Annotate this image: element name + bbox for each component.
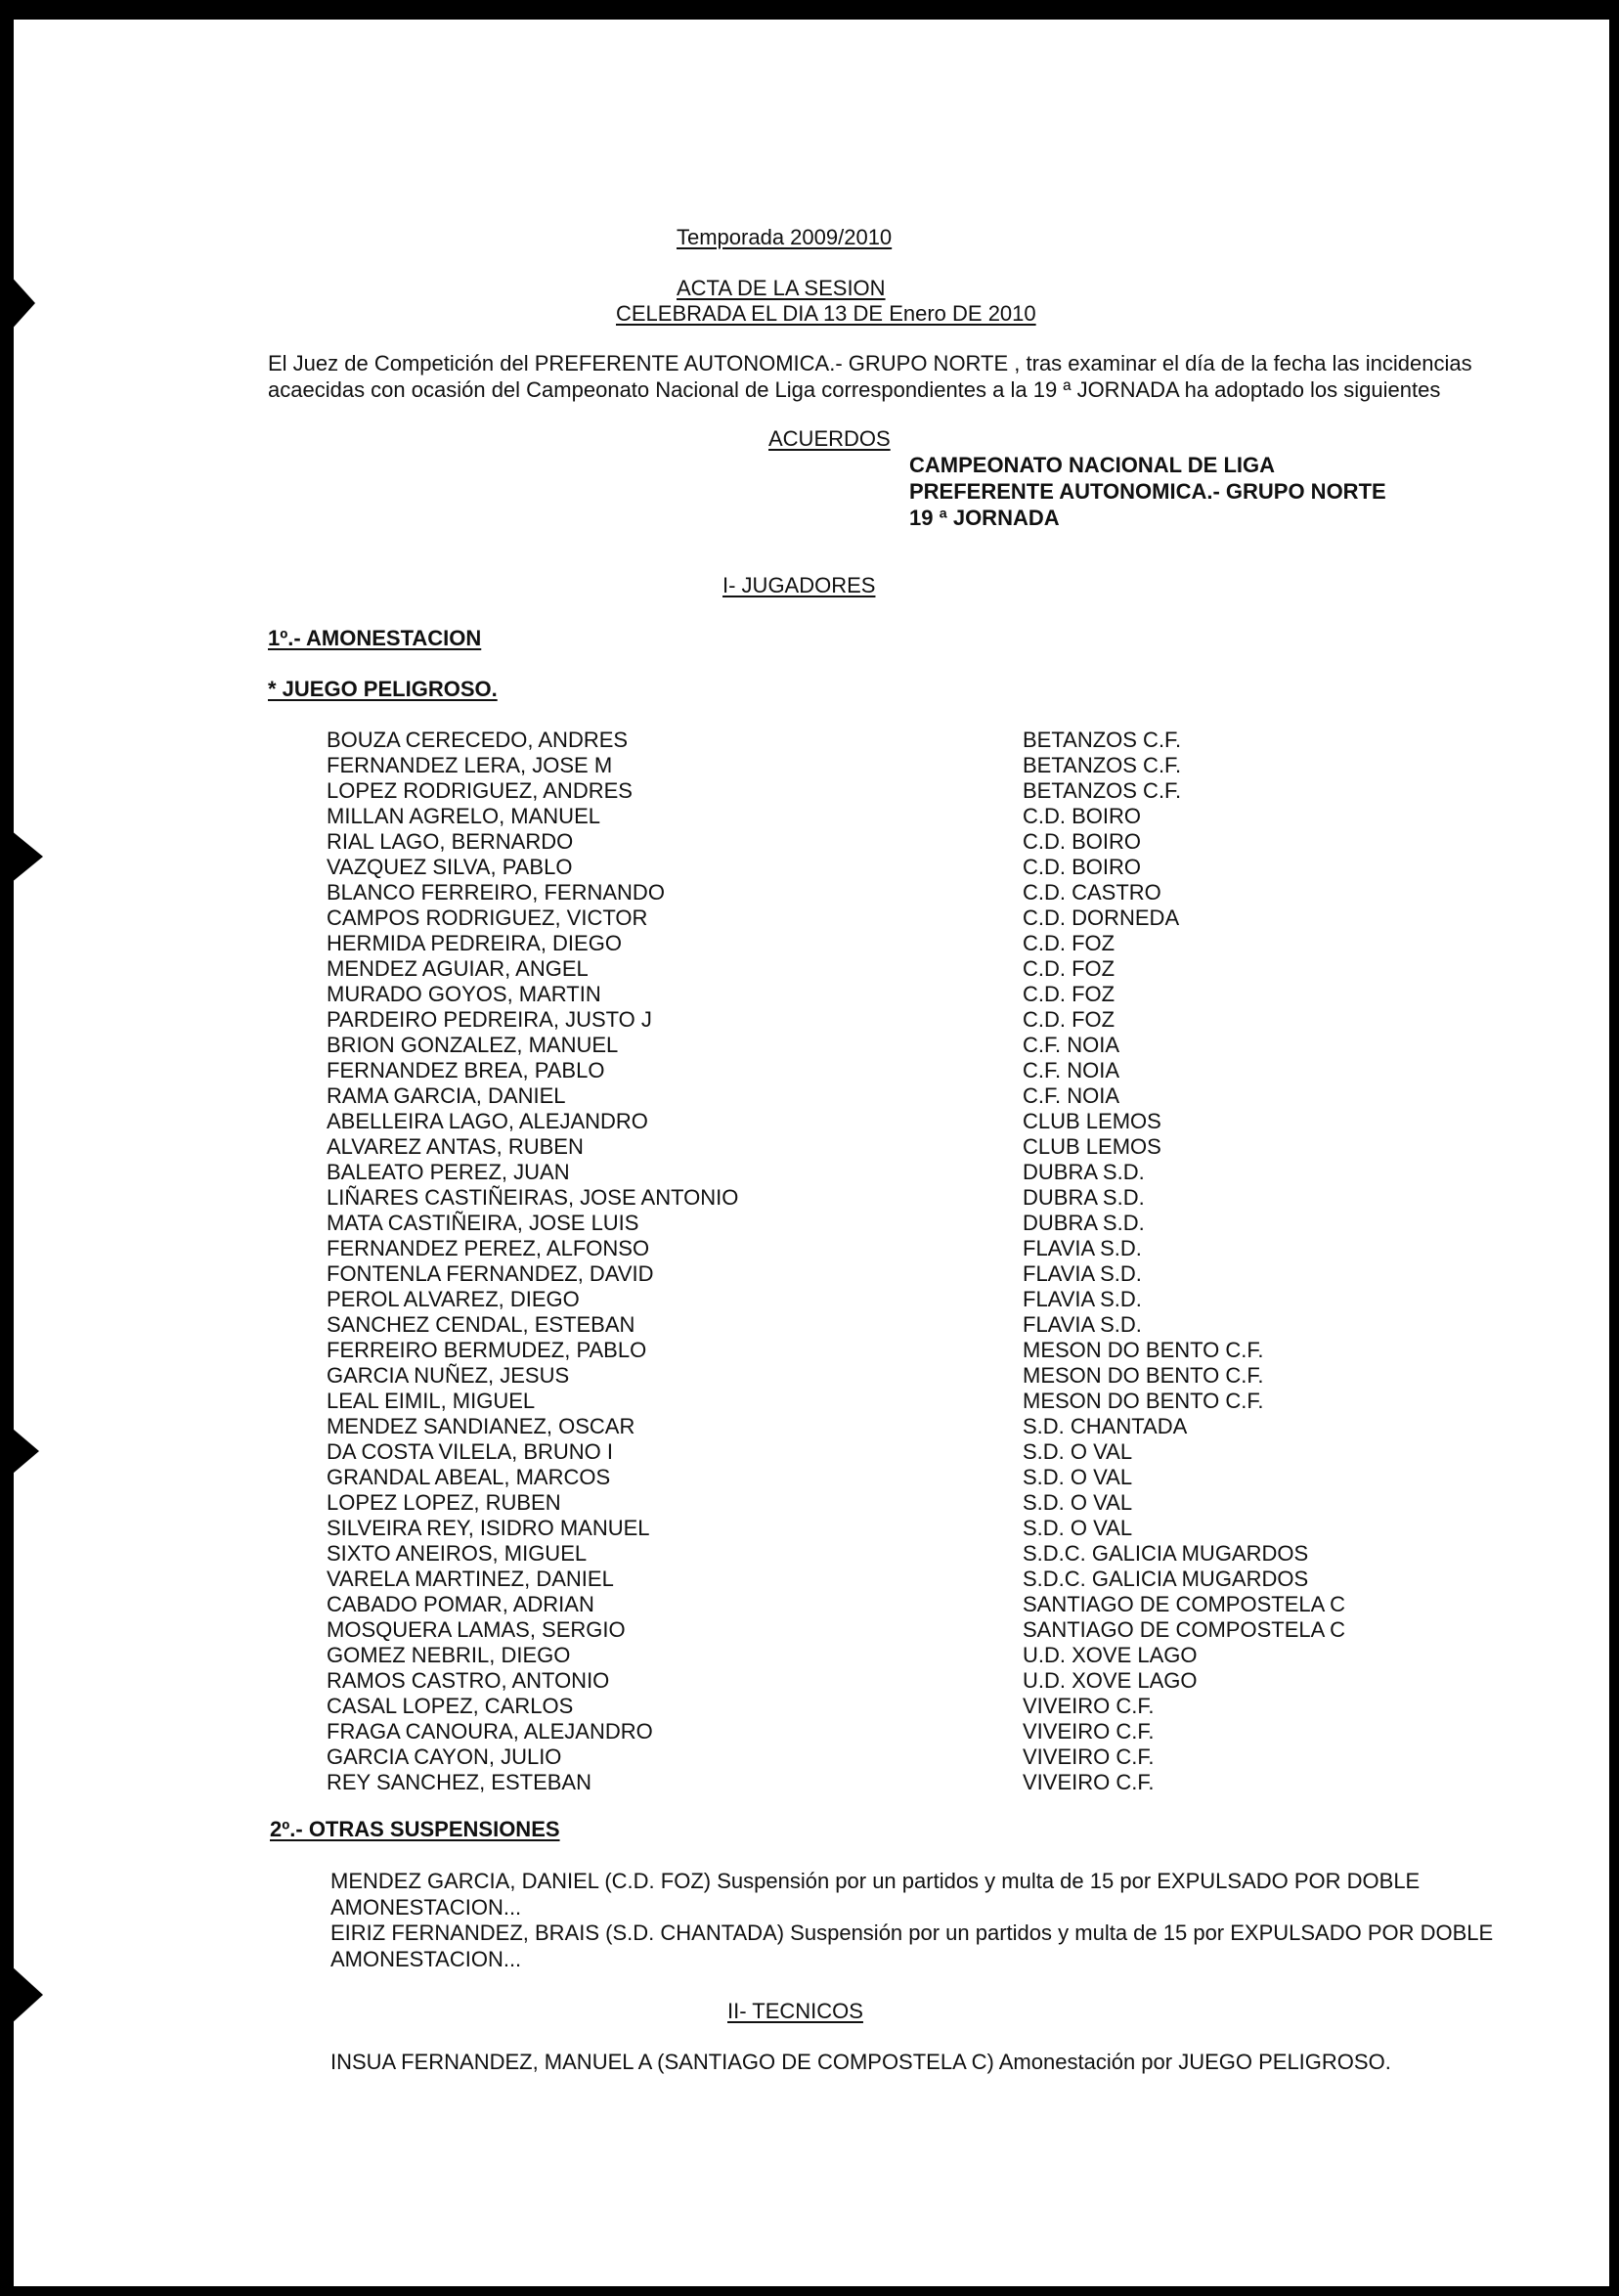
player-club: BETANZOS C.F. [1023,728,1182,752]
player-club: C.F. NOIA [1023,1033,1120,1057]
player-name: GARCIA CAYON, JULIO [327,1744,562,1769]
intro-paragraph: El Juez de Competición del PREFERENTE AUTONOMICA.- GRUPO NORTE , tras examinar el día de la fecha las incidencias acaecidas con ocasión del Campeonato Nacional de Liga correspondientes a la 19 ª JORNADA ha adoptado los siguientes [268,351,1472,402]
player-row [327,1160,1402,1185]
player-row [327,1007,1402,1033]
player-name: VARELA MARTINEZ, DANIEL [327,1567,614,1591]
player-list [327,728,1402,1795]
player-name: ABELLEIRA LAGO, ALEJANDRO [327,1109,648,1133]
player-club: S.D. O VAL [1023,1439,1133,1464]
document-page [14,20,1609,2286]
player-name: BLANCO FERREIRO, FERNANDO [327,880,665,905]
player-name: FERNANDEZ BREA, PABLO [327,1058,605,1082]
campeonato-line-2: PREFERENTE AUTONOMICA.- GRUPO NORTE [909,479,1386,504]
scan-edge-notch [0,821,43,892]
player-name: LEAL EIMIL, MIGUEL [327,1389,536,1413]
player-club: BETANZOS C.F. [1023,778,1182,803]
player-club: SANTIAGO DE COMPOSTELA C [1023,1592,1346,1616]
player-row [327,1541,1402,1567]
player-club: C.D. FOZ [1023,982,1116,1006]
player-name: MENDEZ SANDIANEZ, OSCAR [327,1414,635,1438]
player-name: MATA CASTIÑEIRA, JOSE LUIS [327,1211,639,1235]
player-row [327,1363,1402,1389]
player-row [327,1414,1402,1439]
player-club: VIVEIRO C.F. [1023,1744,1155,1769]
player-name: GOMEZ NEBRIL, DIEGO [327,1643,571,1667]
celebrada-title: CELEBRADA EL DIA 13 DE Enero DE 2010 [616,301,1036,326]
player-name: LOPEZ RODRIGUEZ, ANDRES [327,778,633,803]
player-row [327,905,1402,931]
player-club: C.D. BOIRO [1023,804,1142,828]
player-club: VIVEIRO C.F. [1023,1719,1155,1744]
player-name: RAMOS CASTRO, ANTONIO [327,1668,610,1693]
player-row [327,728,1402,753]
player-club: CLUB LEMOS [1023,1134,1161,1159]
player-club: SANTIAGO DE COMPOSTELA C [1023,1617,1346,1642]
player-club: VIVEIRO C.F. [1023,1694,1155,1718]
player-row [327,931,1402,956]
scan-edge-notch [0,1418,39,1484]
player-name: PARDEIRO PEDREIRA, JUSTO J [327,1007,652,1032]
player-club: FLAVIA S.D. [1023,1236,1142,1260]
player-row [327,1338,1402,1363]
player-row [327,804,1402,829]
player-row [327,956,1402,982]
player-row [327,1033,1402,1058]
player-name: REY SANCHEZ, ESTEBAN [327,1770,591,1794]
player-row [327,1058,1402,1083]
player-name: FERREIRO BERMUDEZ, PABLO [327,1338,647,1362]
player-club: BETANZOS C.F. [1023,753,1182,777]
player-row [327,1643,1402,1668]
player-club: U.D. XOVE LAGO [1023,1668,1198,1693]
player-name: DA COSTA VILELA, BRUNO I [327,1439,614,1464]
player-club: C.D. FOZ [1023,1007,1116,1032]
player-row [327,1465,1402,1490]
player-name: MOSQUERA LAMAS, SERGIO [327,1617,626,1642]
scan-edge-notch [0,264,35,342]
player-club: DUBRA S.D. [1023,1160,1145,1184]
player-club: CLUB LEMOS [1023,1109,1161,1133]
player-row [327,1312,1402,1338]
player-row [327,1617,1402,1643]
player-club: MESON DO BENTO C.F. [1023,1338,1264,1362]
player-name: CAMPOS RODRIGUEZ, VICTOR [327,905,648,930]
player-name: GARCIA NUÑEZ, JESUS [327,1363,570,1388]
campeonato-line-1: CAMPEONATO NACIONAL DE LIGA [909,453,1276,477]
player-row [327,1668,1402,1694]
section-tecnicos-title: II- TECNICOS [727,1999,863,2023]
player-row [327,778,1402,804]
player-row [327,855,1402,880]
player-name: RAMA GARCIA, DANIEL [327,1083,566,1108]
acta-title: ACTA DE LA SESION [677,276,886,300]
player-row [327,1134,1402,1160]
player-name: LOPEZ LOPEZ, RUBEN [327,1490,561,1515]
player-name: FERNANDEZ LERA, JOSE M [327,753,613,777]
player-name: CASAL LOPEZ, CARLOS [327,1694,574,1718]
player-row [327,1287,1402,1312]
player-name: MURADO GOYOS, MARTIN [327,982,601,1006]
player-row [327,1567,1402,1592]
player-name: LIÑARES CASTIÑEIRAS, JOSE ANTONIO [327,1185,739,1210]
player-row [327,880,1402,905]
player-name: BOUZA CERECEDO, ANDRES [327,728,629,752]
player-row [327,1770,1402,1795]
player-club: S.D.C. GALICIA MUGARDOS [1023,1567,1309,1591]
player-club: S.D. O VAL [1023,1490,1133,1515]
player-row [327,829,1402,855]
player-row [327,1694,1402,1719]
season-title: Temporada 2009/2010 [677,225,893,249]
player-name: RIAL LAGO, BERNARDO [327,829,574,854]
player-club: U.D. XOVE LAGO [1023,1643,1198,1667]
player-club: VIVEIRO C.F. [1023,1770,1155,1794]
player-name: BRION GONZALEZ, MANUEL [327,1033,619,1057]
tecnico-sanction: INSUA FERNANDEZ, MANUEL A (SANTIAGO DE COMPOSTELA C) Amonestación por JUEGO PELIGROSO. [330,2050,1391,2074]
player-row [327,1389,1402,1414]
player-club: DUBRA S.D. [1023,1211,1145,1235]
player-row [327,1439,1402,1465]
acuerdos-heading: ACUERDOS [768,426,891,451]
campeonato-block [909,452,1386,531]
player-club: S.D. O VAL [1023,1516,1133,1540]
player-name: PEROL ALVAREZ, DIEGO [327,1287,580,1311]
player-name: MENDEZ AGUIAR, ANGEL [327,956,589,981]
player-row [327,1490,1402,1516]
player-club: FLAVIA S.D. [1023,1312,1142,1337]
player-club: C.D. FOZ [1023,956,1116,981]
player-row [327,1719,1402,1744]
player-club: C.F. NOIA [1023,1083,1120,1108]
player-name: VAZQUEZ SILVA, PABLO [327,855,573,879]
section-jugadores-title: I- JUGADORES [722,573,876,597]
player-name: SANCHEZ CENDAL, ESTEBAN [327,1312,635,1337]
player-club: C.D. BOIRO [1023,855,1142,879]
player-club: MESON DO BENTO C.F. [1023,1389,1264,1413]
player-club: C.F. NOIA [1023,1058,1120,1082]
player-name: BALEATO PEREZ, JUAN [327,1160,570,1184]
player-row [327,1109,1402,1134]
player-club: DUBRA S.D. [1023,1185,1145,1210]
player-club: S.D. CHANTADA [1023,1414,1188,1438]
campeonato-line-3: 19 ª JORNADA [909,506,1060,530]
juego-peligroso-heading: * JUEGO PELIGROSO. [268,677,498,701]
player-club: C.D. FOZ [1023,931,1116,955]
player-name: SILVEIRA REY, ISIDRO MANUEL [327,1516,650,1540]
player-row [327,1516,1402,1541]
player-row [327,1185,1402,1211]
player-row [327,1083,1402,1109]
player-row [327,982,1402,1007]
otras-suspensiones-heading: 2º.- OTRAS SUSPENSIONES [270,1817,560,1841]
player-name: HERMIDA PEDREIRA, DIEGO [327,931,622,955]
player-row [327,1744,1402,1770]
player-row [327,1236,1402,1261]
player-name: ALVAREZ ANTAS, RUBEN [327,1134,584,1159]
player-club: S.D.C. GALICIA MUGARDOS [1023,1541,1309,1566]
player-row [327,753,1402,778]
player-row [327,1211,1402,1236]
player-name: SIXTO ANEIROS, MIGUEL [327,1541,588,1566]
player-name: FERNANDEZ PEREZ, ALFONSO [327,1236,650,1260]
suspension-item: MENDEZ GARCIA, DANIEL (C.D. FOZ) Suspensión por un partidos y multa de 15 por EXPULSADO POR DOBLE AMONESTACION... [330,1869,1421,1920]
player-name: GRANDAL ABEAL, MARCOS [327,1465,611,1489]
player-row [327,1261,1402,1287]
player-club: FLAVIA S.D. [1023,1261,1142,1286]
player-club: MESON DO BENTO C.F. [1023,1363,1264,1388]
amonestacion-heading: 1º.- AMONESTACION [268,626,482,650]
player-row [327,1592,1402,1617]
player-name: FONTENLA FERNANDEZ, DAVID [327,1261,654,1286]
scan-edge-notch [0,1956,43,2034]
player-club: S.D. O VAL [1023,1465,1133,1489]
player-club: C.D. BOIRO [1023,829,1142,854]
player-name: FRAGA CANOURA, ALEJANDRO [327,1719,653,1744]
player-name: MILLAN AGRELO, MANUEL [327,804,600,828]
suspension-item: EIRIZ FERNANDEZ, BRAIS (S.D. CHANTADA) Suspensión por un partidos y multa de 15 por EXPULSADO POR DOBLE AMONESTACION... [330,1921,1494,1971]
player-club: C.D. DORNEDA [1023,905,1180,930]
player-name: CABADO POMAR, ADRIAN [327,1592,594,1616]
player-club: C.D. CASTRO [1023,880,1161,905]
player-club: FLAVIA S.D. [1023,1287,1142,1311]
